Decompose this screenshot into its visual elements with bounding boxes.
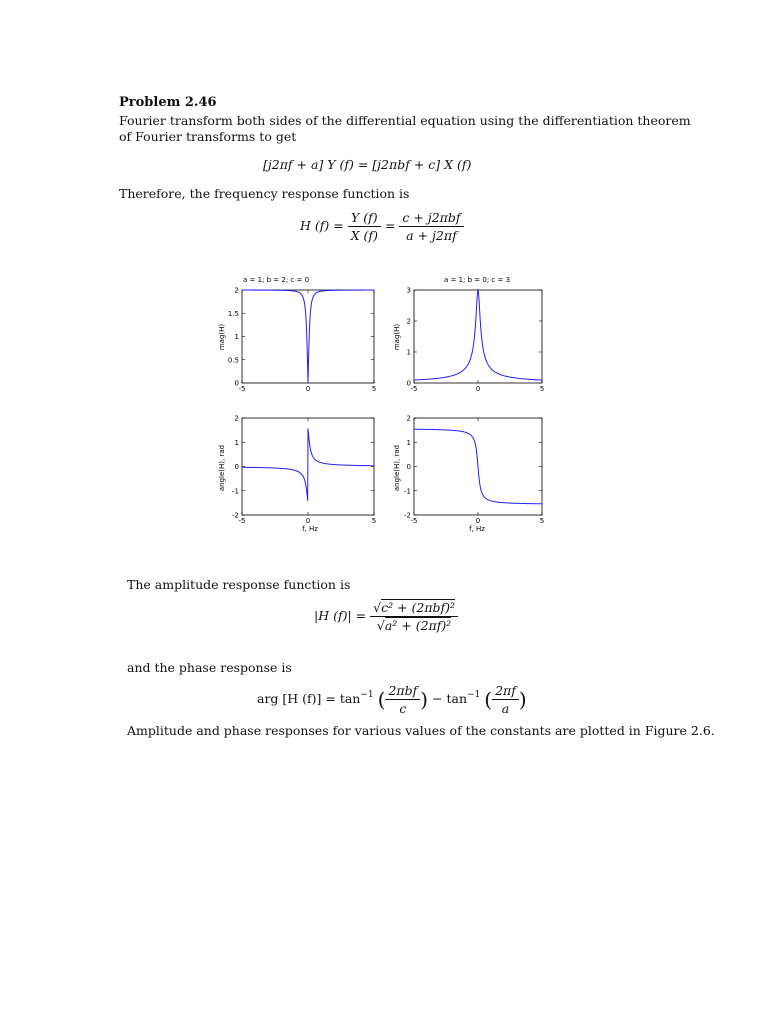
left-title: a = 1; b = 2; c = 0 [242,276,310,284]
plot-frame [414,290,542,383]
y-tick-label: 3 [406,286,411,295]
eq4-fraction-1 [385,683,420,716]
x-tick-label: -5 [410,517,418,525]
equation-phase: arg [H $(f)] = \tan^{-1}$ ( $\frac{\text{2πbf}}{c}$ ) − $\tan^{-1}$ ( $\frac{2\pi f}{a}$ ) [257,683,527,716]
plot-panel-2 [407,287,545,394]
x-tick-label: 5 [371,385,377,393]
y-tick-label: 0 [406,379,411,388]
therefore-text: Therefore, the frequency response function is [119,186,410,201]
plot-panel-4 [404,415,544,526]
x-tick-label: 0 [305,517,311,525]
x-tick-label: 0 [305,385,311,393]
eq4-fraction-2 [492,683,519,716]
eq4-sup-2: −1 [467,690,481,700]
eq2-num-2: c + j2πbf [399,210,463,227]
y-tick-label: -1 [232,487,239,496]
x-tick-label: 5 [371,517,377,525]
y-tick-label: 1 [234,438,239,447]
eq4-lhs: arg [H (f)] = tan [257,691,361,706]
y-tick-label: 2 [234,286,239,295]
plot-panel-3 [232,415,376,526]
eq4-sup-1: −1 [360,690,374,700]
eq4-num-2: 2πf [492,683,519,700]
y-tick-label: -1 [404,487,411,496]
eq3-fraction [370,600,458,633]
eq3-num: √c² + (2πbf)² [370,600,458,617]
eq2-lhs: H (f) = [300,218,344,233]
x-tick-label: 0 [475,517,481,525]
x-tick-label: -5 [238,517,246,525]
y-tick-label: 2 [406,317,411,326]
problem-title: Problem 2.46 [119,95,217,110]
eq2-num-1: Y (f) [348,210,381,227]
y-tick-label: 0 [234,463,239,471]
eq2-fraction-2 [399,210,463,243]
equation-transform: [j2πf + a] Y (f) = [j2πbf + c] X (f) [263,157,472,172]
eq4-num-1: 2πbf [385,683,420,700]
y-tick-label: 1 [406,438,411,447]
xlabel-right: f, Hz [469,525,485,533]
eq4-den-1: c [399,701,407,716]
y-tick-label: 0.5 [227,356,239,365]
phase-text: and the phase response is [127,660,292,675]
eq3-lhs: |H (f)| = [314,608,367,623]
y-tick-label: 2 [406,414,411,423]
x-tick-label: 0 [475,385,481,393]
eq3-num-radicand: c² + (2πbf)² [381,600,456,615]
y-tick-label: -2 [404,511,411,520]
figure-2-6 [200,270,570,540]
eq2-equals: = [384,218,396,233]
y-tick-label: 1.5 [227,309,239,318]
intro-line-1: Fourier transform both sides of the differential equation using the differentiation theorem [119,113,691,128]
ylabel-phase-left: angle(H), rad [218,444,226,492]
closing-text: Amplitude and phase responses for various values of the constants are plotted in Figure 2.6. [127,723,715,738]
eq2-den-2: a + j2πf [406,228,457,243]
ylabel-mag-left: mag(H) [218,323,226,351]
y-tick-label: 0 [234,379,239,388]
y-tick-label: 1 [234,333,239,341]
y-tick-label: 0 [406,463,411,471]
x-tick-label: -5 [410,385,418,393]
eq4-mid: − tan [432,691,468,706]
x-tick-label: 5 [539,517,545,525]
intro-line-2: of Fourier transforms to get [119,129,297,144]
xlabel-left: f, Hz [302,525,318,533]
eq3-den-radicand: a² + (2πf)² [384,618,452,633]
y-tick-label: 1 [406,348,411,357]
eq2-den-1: X (f) [350,228,378,243]
amplitude-text: The amplitude response function is [127,577,351,592]
equation-amplitude [314,600,458,633]
x-tick-label: 5 [539,385,545,393]
y-tick-label: -2 [232,511,239,520]
eq2-fraction-1 [348,210,381,243]
equation-frequency-response [300,210,464,243]
plot-panel-1 [228,287,376,394]
eq4-den-2: a [501,701,510,716]
eq3-den: √a² + (2πf)² [376,618,452,633]
ylabel-mag-right: mag(H) [393,323,401,351]
x-tick-label: -5 [238,385,246,393]
ylabel-phase-right: angle(H), rad [393,444,401,492]
y-tick-label: 2 [234,414,239,423]
right-title: a = 1; b = 0; c = 3 [443,276,511,284]
